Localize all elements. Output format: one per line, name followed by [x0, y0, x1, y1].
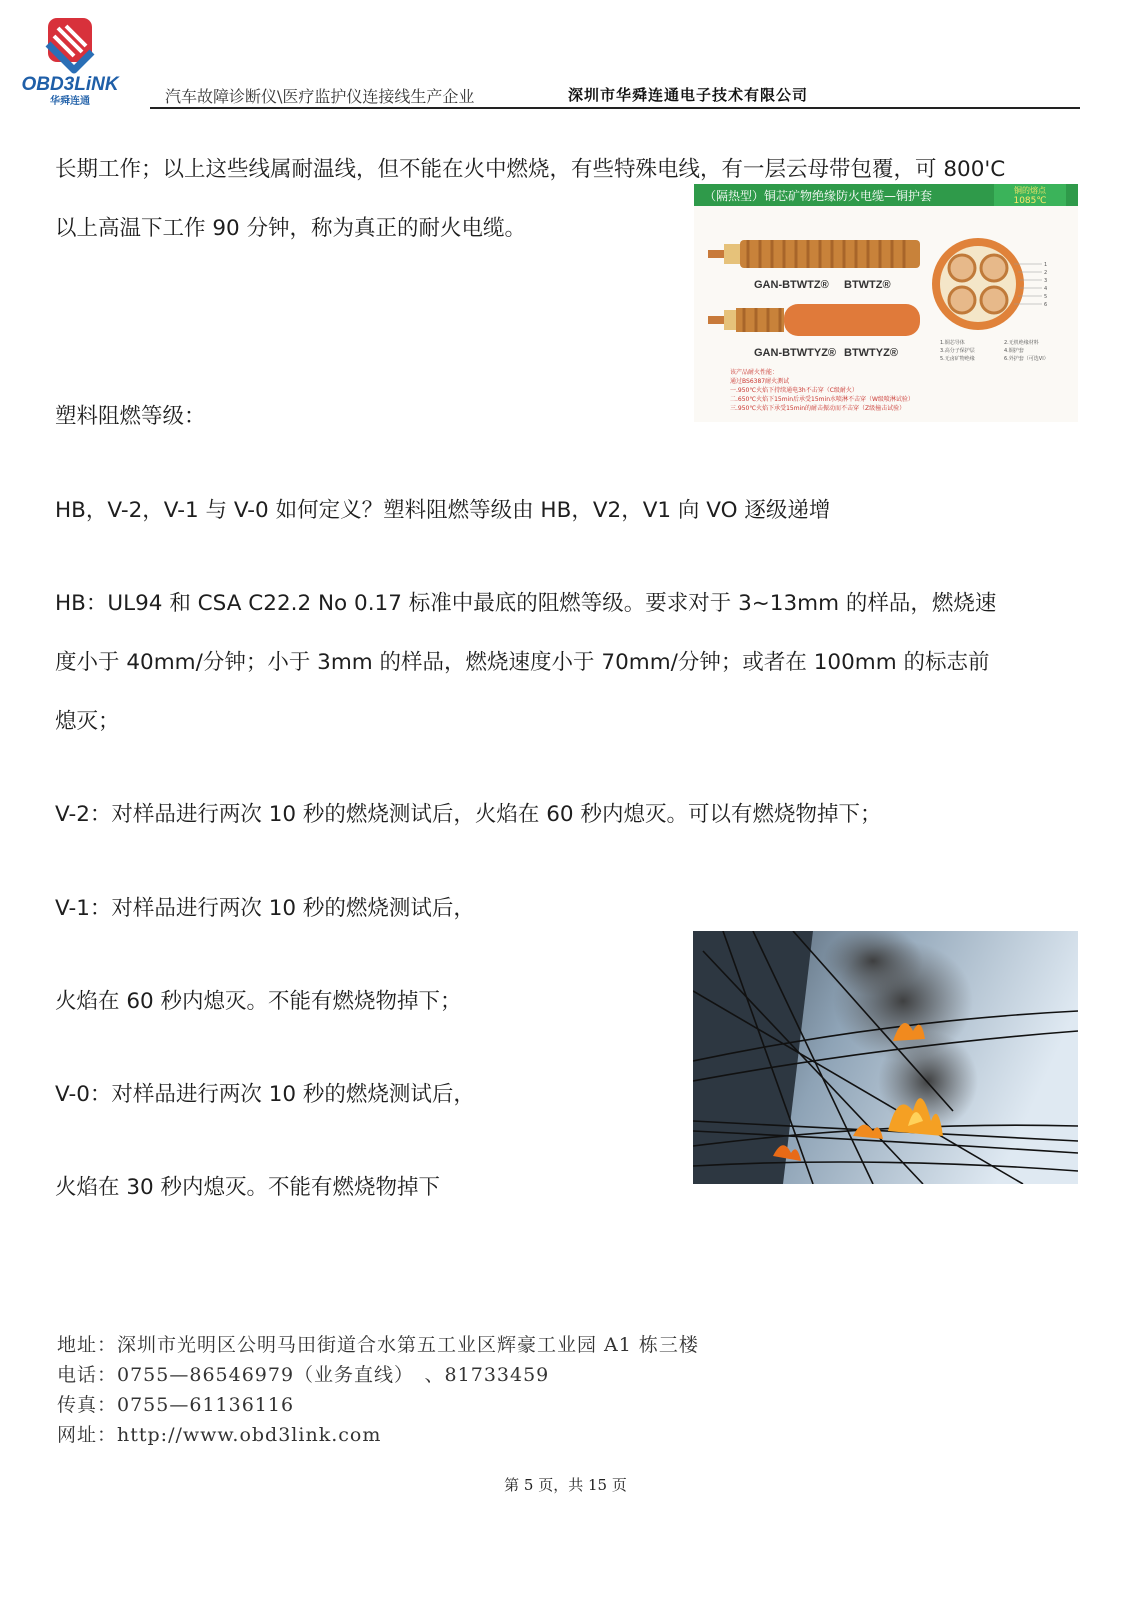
company-logo — [14, 14, 126, 106]
page-number: 第 5 页，共 15 页 — [504, 1476, 627, 1494]
paragraph-line: HB，V-2，V-1 与 V-0 如何定义？塑料阻燃等级由 HB，V2，V1 向 VO 逐级递增 — [55, 498, 831, 523]
svg-text:二.650℃火焰下15min后承受15min水喷淋不击穿（W: 二.650℃火焰下15min后承受15min水喷淋不击穿（W级喷淋试验） — [730, 396, 914, 403]
section-heading: 塑料阻燃等级： — [55, 404, 206, 429]
footer-fax: 传真：0755—61136116 — [57, 1394, 295, 1416]
paragraph-line: 火焰在 30 秒内熄灭。不能有燃烧物掉下 — [55, 1175, 441, 1200]
paragraph-line: 以上高温下工作 90 分钟，称为真正的耐火电缆。 — [55, 216, 527, 241]
svg-text:一.950℃火焰下持续通电3h不击穿（C级耐火）: 一.950℃火焰下持续通电3h不击穿（C级耐火） — [730, 387, 858, 394]
paragraph-line: V-2：对样品进行两次 10 秒的燃烧测试后，火焰在 60 秒内熄灭。可以有燃烧物掉下； — [55, 802, 882, 827]
svg-text:5.无卤矿物绝缘: 5.无卤矿物绝缘 — [940, 356, 975, 362]
svg-text:6: 6 — [1044, 302, 1048, 308]
svg-text:5: 5 — [1044, 294, 1048, 300]
cable-notes — [730, 368, 914, 412]
logo-subtext: 华舜连通 — [50, 96, 90, 106]
cable-banner: （隔热型）铜芯矿物绝缘防火电缆—铜护套 — [704, 189, 933, 203]
paragraph-line: 火焰在 60 秒内熄灭。不能有燃烧物掉下； — [55, 989, 462, 1014]
paragraph-line: HB：UL94 和 CSA C22.2 No 0.17 标准中最底的阻燃等级。要求对于 3~13mm 的样品，燃烧速 — [55, 591, 997, 616]
footer-phone: 电话：0755—86546979（业务直线） 、81733459 — [57, 1364, 550, 1386]
cable-cross-section — [932, 238, 1047, 330]
paragraph-line: V-0：对样品进行两次 10 秒的燃烧测试后， — [55, 1082, 475, 1107]
svg-text:2: 2 — [1044, 270, 1048, 276]
header-rule — [150, 107, 1080, 109]
svg-text:1: 1 — [1044, 262, 1048, 268]
model-label: GAN-BTWTYZ® — [754, 347, 837, 359]
footer-address: 地址：深圳市光明区公明马田街道合水第五工业区辉豪工业园 A1 栋三楼 — [57, 1334, 699, 1356]
svg-text:三.950℃火焰下承受15min的耐击振动而不击穿（Z级撞击: 三.950℃火焰下承受15min的耐击振动而不击穿（Z级撞击试验） — [730, 405, 906, 412]
header-tagline: 汽车故障诊断仪\医疗监护仪连接线生产企业 — [165, 87, 475, 106]
burning-cables-photo — [693, 931, 1078, 1184]
model-label: BTWTYZ® — [844, 347, 898, 359]
svg-text:3: 3 — [1044, 278, 1048, 284]
footer-website: 网址：http://www.obd3link.com — [57, 1424, 382, 1446]
svg-text:3.高分子保护层: 3.高分子保护层 — [940, 348, 975, 354]
paragraph-line: 度小于 40mm/分钟；小于 3mm 的样品，燃烧速度小于 70mm/分钟；或者在 100mm 的标志前 — [55, 650, 990, 675]
cable-illustration-1 — [708, 240, 920, 268]
paragraph-line: 长期工作；以上这些线属耐温线，但不能在火中燃烧，有些特殊电线，有一层云母带包覆，可 800'C — [55, 157, 1006, 182]
header-company: 深圳市华舜连通电子技术有限公司 — [568, 86, 809, 104]
model-label: BTWTZ® — [844, 279, 891, 291]
svg-text:1.铜芯导体: 1.铜芯导体 — [940, 340, 965, 346]
svg-text:通过BS6387耐火测试: 通过BS6387耐火测试 — [730, 378, 790, 385]
badge-value: 1085℃ — [1013, 196, 1047, 206]
model-label: GAN-BTWTZ® — [754, 279, 829, 291]
paragraph-line: V-1：对样品进行两次 10 秒的燃烧测试后， — [55, 896, 475, 921]
cable-product-image — [694, 184, 1078, 422]
svg-text:该产品耐火性能：: 该产品耐火性能： — [730, 369, 779, 376]
cable-illustration-2 — [708, 304, 920, 336]
cable-legend — [940, 339, 1049, 362]
paragraph-line: 熄灭； — [55, 709, 120, 734]
badge-label: 铜的熔点 — [1014, 186, 1046, 195]
logo-text: OBD3LiNK — [21, 74, 119, 95]
svg-text:6.外护套（可选VI）: 6.外护套（可选VI） — [1004, 356, 1049, 362]
svg-text:4.铜护套: 4.铜护套 — [1004, 348, 1024, 354]
svg-text:4: 4 — [1044, 286, 1048, 292]
svg-text:2.无机绝缘材料: 2.无机绝缘材料 — [1004, 340, 1039, 346]
